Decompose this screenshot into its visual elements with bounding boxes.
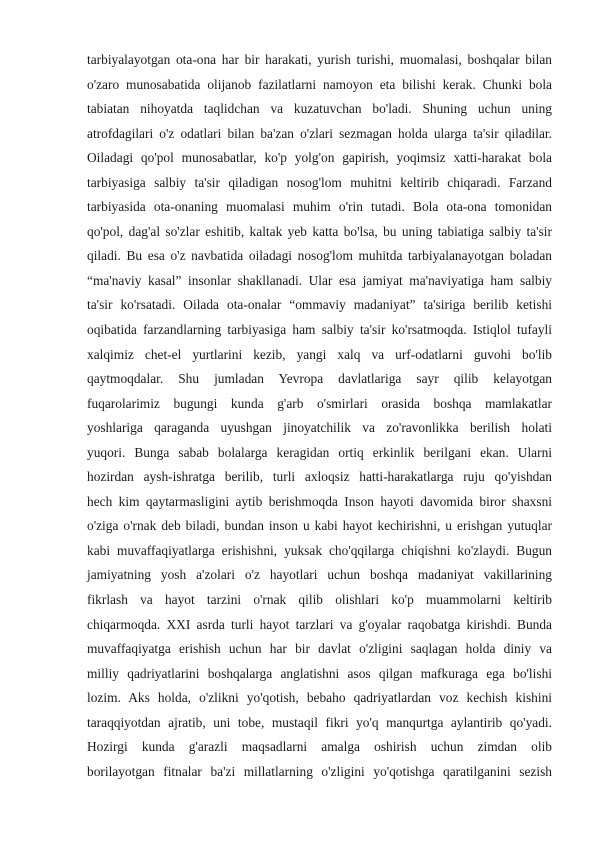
text-line: fikrlash va hayot tarzini o'rnak qilib olishlari ko'p muammolarni keltirib	[87, 592, 552, 608]
text-line: yoshlariga qaraganda uyushgan jinoyatchilik va zo'ravonlikka berilish holati	[87, 420, 552, 436]
text-line: Hozirgi kunda g'arazli maqsadlarni amalga oshirish uchun zimdan olib	[87, 739, 552, 755]
text-line: milliy qadriyatlarini boshqalarga anglatishni asos qilgan mafkuraga ega bo'lishi	[87, 665, 552, 681]
text-line: taraqqiyotdan ajratib, uni tobe, mustaqil fikri yo'q manqurtga aylantirib qo'yadi.	[87, 714, 552, 730]
body-text	[87, 48, 552, 784]
text-line: borilayotgan fitnalar ba'zi millatlarning o'zligini yo'qotishga qaratilganini sezish	[87, 763, 552, 779]
text-line: tarbiyasida ota-onaning muomalasi muhim o'rin tutadi. Bola ota-ona tomonidan	[87, 199, 552, 215]
text-line: fuqarolarimiz bugungi kunda g'arb o'smirlari orasida boshqa mamlakatlar	[87, 395, 552, 411]
text-line: tarbiyasiga salbiy ta'sir qiladigan nosog'lom muhitni keltirib chiqaradi. Farzand	[87, 174, 552, 190]
text-line: ta'sir ko'rsatadi. Oilada ota-onalar “ommaviy madaniyat” ta'siriga berilib ketishi	[87, 297, 552, 313]
text-line: jamiyatning yosh a'zolari o'z hayotlari uchun boshqa madaniyat vakillarining	[87, 567, 552, 583]
text-line: kabi muvaffaqiyatlarga erishishni, yuksak cho'qqilarga chiqishni ko'zlaydi. Bugun	[87, 542, 552, 558]
text-line: lozim. Aks holda, o'zlikni yo'qotish, bebaho qadriyatlardan voz kechish kishini	[87, 690, 552, 706]
text-line: qaytmoqdalar. Shu jumladan Yevropa davlatlariga sayr qilib kelayotgan	[87, 371, 552, 387]
text-line: muvaffaqiyatga erishish uchun har bir davlat o'zligini saqlagan holda diniy va	[87, 641, 552, 657]
text-line: oqibatida farzandlarning tarbiyasiga ham salbiy ta'sir ko'rsatmoqda. Istiqlol tufayli	[87, 322, 552, 338]
text-line: “ma'naviy kasal” insonlar shakllanadi. Ular esa jamiyat ma'naviyatiga ham salbiy	[87, 272, 552, 288]
text-line: atrofdagilari o'z odatlari bilan ba'zan o'zlari sezmagan holda ularga ta'sir qiladilar.	[87, 125, 552, 141]
text-line: o'ziga o'rnak deb biladi, bundan inson u kabi hayot kechirishni, u erishgan yutuqlar	[87, 518, 552, 534]
text-line: tabiatan nihoyatda taqlidchan va kuzatuvchan bo'ladi. Shuning uchun uning	[87, 101, 552, 117]
text-line: tarbiyalayotgan ota-ona har bir harakati, yurish turishi, muomalasi, boshqalar bilan	[87, 52, 552, 67]
text-line: yuqori. Bunga sabab bolalarga keragidan ortiq erkinlik berilgani ekan. Ularni	[87, 444, 552, 460]
text-line: qiladi. Bu esa o'z navbatida oiladagi nosog'lom muhitda tarbiyalanayotgan boladan	[87, 248, 552, 264]
text-line: Oiladagi qo'pol munosabatlar, ko'p yolg'on gapirish, yoqimsiz xatti-harakat bola	[87, 150, 552, 166]
text-line: hozirdan aysh-ishratga berilib, turli axloqsiz hatti-harakatlarga ruju qo'yishdan	[87, 469, 552, 485]
text-line: xalqimiz chet-el yurtlarini kezib, yangi xalq va urf-odatlarni guvohi bo'lib	[87, 346, 552, 362]
text-line: chiqarmoqda. XXI asrda turli hayot tarzlari va g'oyalar raqobatga kirishdi. Bunda	[87, 616, 552, 632]
text-line: o'zaro munosabatida olijanob fazilatlarni namoyon eta bilishi kerak. Chunki bola	[87, 76, 552, 92]
text-line: qo'pol, dag'al so'zlar eshitib, kaltak yeb katta bo'lsa, bu uning tabiatiga salbiy ta'sir	[87, 223, 552, 239]
text-line: hech kim qaytarmasligini aytib berishmoqda Inson hayoti davomida biror shaxsni	[87, 493, 552, 509]
